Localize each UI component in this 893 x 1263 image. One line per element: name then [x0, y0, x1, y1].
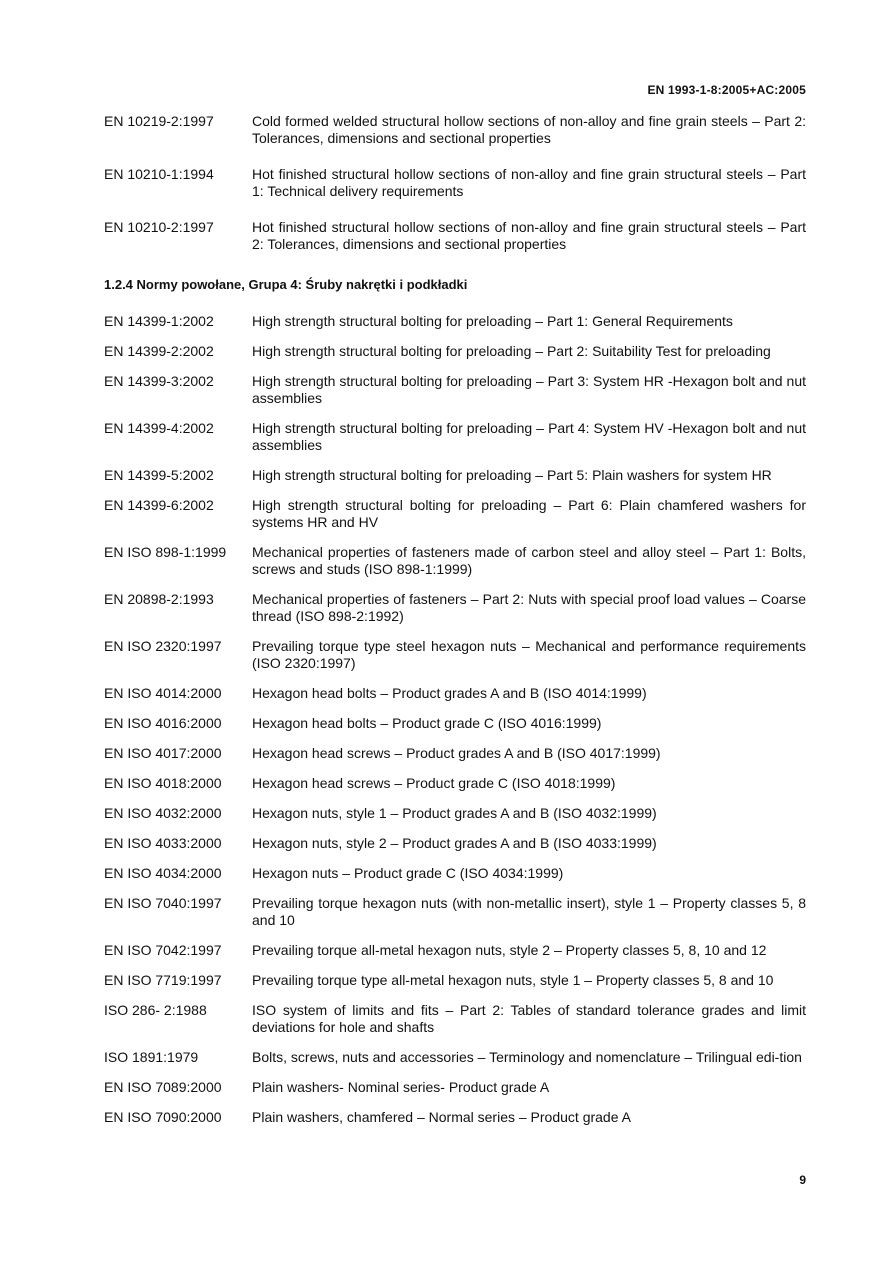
reference-code: EN 14399-3:2002	[104, 373, 214, 389]
reference-title: Hexagon nuts – Product grade C (ISO 4034:1999)	[252, 865, 564, 881]
reference-code: EN ISO 7040:1997	[104, 895, 222, 911]
reference-row	[104, 1109, 806, 1126]
reference-title: Mechanical properties of fasteners – Part 2: Nuts with special proof load values – Coarse thread (ISO 898-2:1992)	[252, 591, 806, 624]
reference-title: Prevailing torque all-metal hexagon nuts, style 2 – Property classes 5, 8, 10 and 12	[252, 942, 767, 958]
reference-row	[104, 638, 806, 672]
reference-code: EN ISO 4018:2000	[104, 775, 222, 791]
document-header: EN 1993-1-8:2005+AC:2005	[647, 83, 806, 97]
reference-row	[104, 313, 806, 330]
reference-title: Hexagon nuts, style 1 – Product grades A and B (ISO 4032:1999)	[252, 805, 657, 821]
reference-row	[104, 343, 806, 360]
reference-code: EN 10210-2:1997	[104, 219, 214, 235]
reference-title: Hexagon head bolts – Product grade C (ISO 4016:1999)	[252, 715, 602, 731]
reference-row	[104, 895, 806, 929]
reference-code: EN 14399-6:2002	[104, 497, 214, 513]
reference-row	[104, 467, 806, 484]
reference-title: Hot finished structural hollow sections of non-alloy and fine grain structural steels – Part 2: Tolerances, dimensions and sectional properties	[252, 219, 806, 252]
reference-title: High strength structural bolting for preloading – Part 3: System HR -Hexagon bolt and nut assemblies	[252, 373, 806, 406]
reference-row	[104, 942, 806, 959]
reference-row	[104, 1049, 806, 1066]
reference-code: EN ISO 4032:2000	[104, 805, 222, 821]
reference-title: High strength structural bolting for preloading – Part 2: Suitability Test for preloading	[252, 343, 771, 359]
reference-row	[104, 775, 806, 792]
reference-title: Prevailing torque type all-metal hexagon nuts, style 1 – Property classes 5, 8 and 10	[252, 972, 774, 988]
reference-code: EN ISO 4017:2000	[104, 745, 222, 761]
reference-row	[104, 497, 806, 531]
reference-row	[104, 544, 806, 578]
reference-title: High strength structural bolting for preloading – Part 1: General Requirements	[252, 313, 733, 329]
reference-code: EN ISO 7090:2000	[104, 1109, 222, 1125]
top-references-list	[104, 113, 806, 272]
reference-row	[104, 1079, 806, 1096]
reference-code: EN ISO 4034:2000	[104, 865, 222, 881]
reference-row	[104, 373, 806, 407]
reference-title: Hexagon nuts, style 2 – Product grades A and B (ISO 4033:1999)	[252, 835, 657, 851]
reference-title: Hot finished structural hollow sections of non-alloy and fine grain structural steels – Part 1: Technical delivery requirements	[252, 166, 806, 199]
reference-code: EN ISO 898-1:1999	[104, 544, 227, 560]
reference-code: EN 14399-2:2002	[104, 343, 214, 359]
reference-title: Prevailing torque type steel hexagon nuts – Mechanical and performance requirements (ISO 2320:1997)	[252, 638, 806, 671]
page-number: 9	[799, 1173, 806, 1187]
reference-row	[104, 1002, 806, 1036]
reference-code: EN 14399-5:2002	[104, 467, 214, 483]
reference-code: EN ISO 4014:2000	[104, 685, 222, 701]
references-list	[104, 313, 806, 1139]
reference-row	[104, 745, 806, 762]
reference-code: EN 10219-2:1997	[104, 113, 214, 129]
reference-row	[104, 685, 806, 702]
reference-code: EN ISO 4033:2000	[104, 835, 222, 851]
reference-row	[104, 715, 806, 732]
reference-code: EN ISO 7719:1997	[104, 972, 222, 988]
reference-title: High strength structural bolting for preloading – Part 6: Plain chamfered washers for systems HR and HV	[252, 497, 806, 530]
reference-title: High strength structural bolting for preloading – Part 4: System HV -Hexagon bolt and nut assemblies	[252, 420, 806, 453]
reference-title: Plain washers- Nominal series- Product grade A	[252, 1079, 550, 1095]
reference-title: Hexagon head bolts – Product grades A and B (ISO 4014:1999)	[252, 685, 647, 701]
reference-code: EN ISO 7042:1997	[104, 942, 222, 958]
reference-row	[104, 805, 806, 822]
reference-title: Hexagon head screws – Product grade C (ISO 4018:1999)	[252, 775, 616, 791]
reference-title: Plain washers, chamfered – Normal series – Product grade A	[252, 1109, 631, 1125]
reference-code: EN ISO 2320:1997	[104, 638, 222, 654]
reference-code: EN ISO 7089:2000	[104, 1079, 222, 1095]
reference-row	[104, 166, 806, 200]
reference-code: EN 10210-1:1994	[104, 166, 214, 182]
reference-code: EN 14399-1:2002	[104, 313, 214, 329]
reference-row	[104, 219, 806, 253]
reference-code: EN 20898-2:1993	[104, 591, 214, 607]
reference-row	[104, 865, 806, 882]
reference-code: EN 14399-4:2002	[104, 420, 214, 436]
reference-title: Hexagon head screws – Product grades A and B (ISO 4017:1999)	[252, 745, 661, 761]
reference-row	[104, 835, 806, 852]
reference-title: ISO system of limits and fits – Part 2: Tables of standard tolerance grades and limit deviations for hole and shafts	[252, 1002, 806, 1035]
reference-code: EN ISO 4016:2000	[104, 715, 222, 731]
reference-code: ISO 286- 2:1988	[104, 1002, 207, 1018]
reference-title: Bolts, screws, nuts and accessories – Terminology and nomenclature – Trilingual edi-tion	[252, 1049, 802, 1065]
reference-code: ISO 1891:1979	[104, 1049, 199, 1065]
reference-title: High strength structural bolting for preloading – Part 5: Plain washers for system HR	[252, 467, 772, 483]
reference-row	[104, 591, 806, 625]
reference-title: Cold formed welded structural hollow sections of non-alloy and fine grain steels – Part 2: Tolerances, dimensions and sectional properties	[252, 113, 806, 146]
reference-title: Mechanical properties of fasteners made of carbon steel and alloy steel – Part 1: Bolts, screws and studs (ISO 898-1:1999)	[252, 544, 806, 577]
reference-title: Prevailing torque hexagon nuts (with non-metallic insert), style 1 – Property classes 5, 8 and 10	[252, 895, 806, 928]
reference-row	[104, 113, 806, 147]
reference-row	[104, 972, 806, 989]
reference-row	[104, 420, 806, 454]
section-heading: 1.2.4 Normy powołane, Grupa 4: Śruby nakrętki i podkładki	[104, 277, 468, 292]
